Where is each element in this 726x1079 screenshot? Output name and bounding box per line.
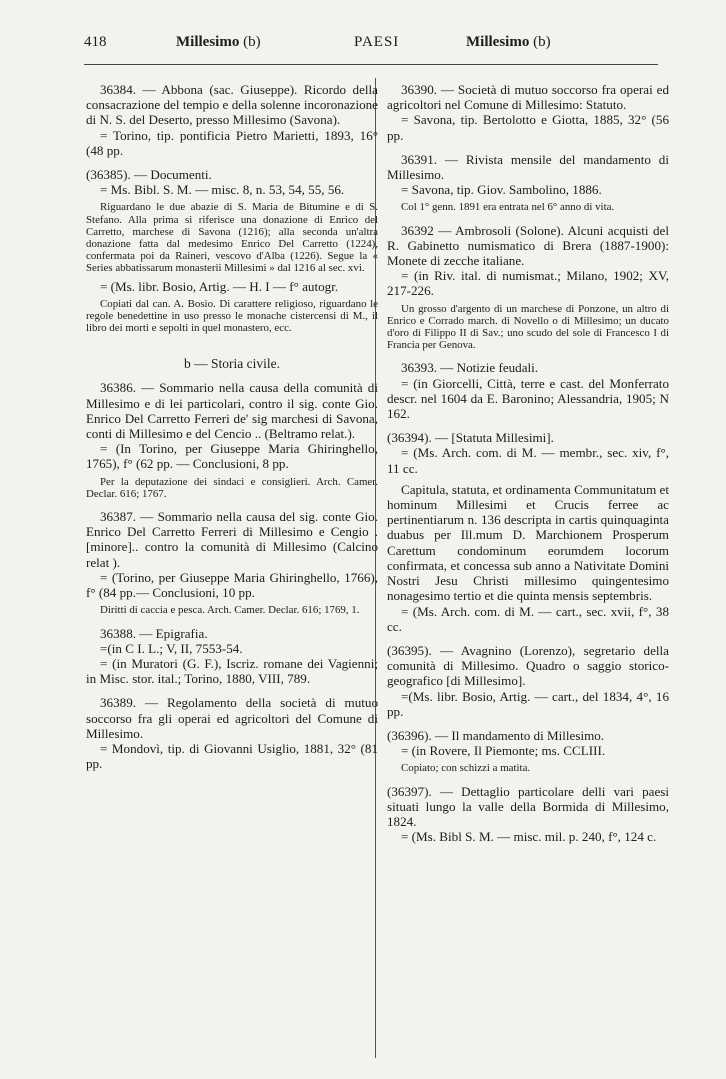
entry-36397 (387, 784, 669, 845)
entry-note: Riguardano le due abazie di S. Maria de Bitumine e di S. Stefano. Alla prima si riferisce una donazione di Enrico del Carretto, marchese di Savona (1216); alla seconda un'altra donazione fatta dal medesimo Enrico Del Carretto (1224), confermata poi da Raineri, vescovo d'Alba (1226). Segue la « Series abbatissarum monasterii Millesimi » dal 1216 al sec. xvi. (86, 201, 378, 275)
entry-imprint: = (in Riv. ital. di numismat.; Milano, 1902; XV, 217-226. (387, 268, 669, 299)
entry-imprint: = Savona, tip. Bertolotto e Giotta, 1885, 32° (56 pp. (387, 112, 669, 143)
entry-36394 (387, 430, 669, 634)
entry-title: 36391. — Rivista mensile del mandamento di Millesimo. (387, 151, 669, 183)
entry-imprint: = Savona, tip. Giov. Sambolino, 1886. (401, 182, 602, 198)
entry-note: Un grosso d'argento di un marchese di Ponzone, un altro di Enrico e Corrado march. di Novello o di Millesimo; un ducato d'oro di Filippo II di Sav.; uno scudo del sole di Francesco I di Francia per Genova. (387, 302, 669, 352)
entry-imprint: = (Ms. Bibl S. M. — misc. mil. p. 240, f°, 124 c. (401, 829, 657, 845)
entry-note: Per la deputazione dei sindaci e consiglieri. Arch. Camer. Declar. 616; 1767. (86, 475, 378, 500)
entry-title: 36390. — Società di mutuo soccorso fra operai ed agricoltori nel Comune di Millesimo: Statuto. (387, 82, 669, 113)
entry-36388 (86, 626, 378, 687)
entry-note: Diritti di caccia e pesca. Arch. Camer. Declar. 616; 1769, 1. (100, 604, 360, 617)
entry-imprint: = Torino, tip. pontificia Pietro Marietti, 1893, 16° (48 pp. (86, 127, 378, 158)
entry-imprint-2: = (Ms. libr. Bosio, Artig. — H. I — f° autogr. (100, 278, 339, 294)
entry-36395 (387, 643, 669, 719)
entry-imprint: = (Torino, per Giuseppe Maria Ghiringhello, 1766), f° (84 pp.— Conclusioni, 10 pp. (86, 569, 378, 601)
entry-imprint: = (in Giorcelli, Città, terre e cast. del Monferrato descr. nel 1604 da E. Baronino; Alessandria, 1905; N 162. (387, 375, 669, 422)
entry-title: (36385). — Documenti. (86, 167, 212, 183)
entry-imprint-2: = (Ms. Arch. com. di M. — cart., sec. xvii, f°, 38 cc. (387, 603, 669, 634)
entry-imprint: =(Ms. libr. Bosio, Artig. — cart., del 1834, 4°, 16 pp. (387, 688, 669, 719)
entry-note-2: Copiati dal can. A. Bosio. Di carattere religioso, riguardano le regole benedettine in uso presso le monache cistercensi di M., il libro dei morti e sepolti in quel monastero, ecc. (86, 297, 378, 335)
entry-statute-text: Capitula, statuta, et ordinamenta Communitatum et hominum Millesimi et Crucis ferree ac pertinentiarum n. 136 descripta in cartis quinquaginta duabus per Ill.mum D. Marchionem Prosperum Carettum condominum eorumdem locorum confirmata, et concessa sub anno a Nativitate Domini Nostri Jesu Christi millesimo quingentesimo nonagesimo tertio et die quinta mensis septembris. (387, 481, 669, 604)
entry-imprint: =(in C I. L.; V, II, 7553-54. (100, 640, 243, 656)
entry-imprint-2: = (in Muratori (G. F.), Iscriz. romane dei Vagienni; in Misc. stor. ital.; Torino, 1880, VIII, 789. (86, 655, 378, 687)
entry-title: (36397). — Dettaglio particolare delli vari paesi situati lungo la valle della Bormida di Millesimo, 1824. (387, 783, 669, 829)
entry-title: 36387. — Sommario nella causa del sig. conte Gio. Enrico Del Carretto Ferreri di Millesimo e Cengio . [minore].. contro la comunità di Millesimo (Calcino relat ). (86, 509, 378, 570)
header-left-title: Millesimo (b) (176, 34, 261, 50)
entry-imprint: = (Ms. Arch. com. di M. — membr., sec. xiv, f°, 11 cc. (387, 445, 669, 476)
right-column (387, 82, 669, 853)
left-column (86, 82, 378, 780)
entry-36391 (387, 152, 669, 214)
entry-title: 36386. — Sommario nella causa della comunità di Millesimo e di lei particolari, contro il sig. conte Gio. Enrico Del Carretto Ferreri de' sig marchesi di Savona, conti di Millesimo e del Cencio .. (Beltramo relat.). (86, 380, 378, 442)
entry-title: 36388. — Epigrafia. (100, 625, 208, 641)
header-section: PAESI (354, 34, 400, 50)
header-right-title: Millesimo (b) (466, 34, 551, 50)
entry-title: 36389. — Regolamento della società di mutuo soccorso fra gli operai ed agricoltori del Comune di Millesimo. (86, 695, 378, 741)
entry-title: 36392 — Ambrosoli (Solone). Alcuni acquisti del R. Gabinetto numismatico di Brera (1887-1900): Monete di zecche italiane. (387, 222, 669, 269)
entry-36393 (387, 360, 669, 421)
entry-36387 (86, 509, 378, 616)
entry-36390 (387, 82, 669, 143)
entry-36384 (86, 82, 378, 158)
entry-36389 (86, 695, 378, 771)
entry-title: (36395). — Avagnino (Lorenzo), segretario della comunità di Millesimo. Quadro o saggio storico-geografico [di Millesimo]. (387, 642, 669, 689)
entry-imprint: = (In Torino, per Giuseppe Maria Ghiringhello, 1765), f° (62 pp. — Conclusioni, 8 pp. (86, 441, 378, 472)
entry-imprint: = Mondovì, tip. di Giovanni Usiglio, 1881, 32° (81 pp. (86, 740, 378, 772)
entry-36396 (387, 728, 669, 775)
entry-title: (36394). — [Statuta Millesimi]. (387, 430, 554, 446)
running-header (84, 34, 656, 58)
entry-title: (36396). — Il mandamento di Millesimo. (387, 727, 605, 743)
entry-title: 36393. — Notizie feudali. (401, 360, 539, 376)
entry-36385 (86, 167, 378, 334)
header-rule (84, 64, 658, 65)
entry-imprint: = (in Rovere, Il Piemonte; ms. CCLIII. (401, 743, 606, 759)
entry-36386 (86, 380, 378, 500)
entry-36392 (387, 223, 669, 352)
page-number: 418 (84, 34, 107, 50)
section-heading: b — Storia civile. (184, 356, 280, 372)
entry-title: 36384. — Abbona (sac. Giuseppe). Ricordo della consacrazione del tempio e della solenne incoronazione di N. S. del Deserto, presso Millesimo (Savona). (86, 82, 378, 128)
entry-note: Col 1° genn. 1891 era entrata nel 6° anno di vita. (401, 201, 615, 214)
entry-imprint: = Ms. Bibl. S. M. — misc. 8, n. 53, 54, 55, 56. (100, 182, 345, 198)
entry-note: Copiato; con schizzi a matita. (401, 762, 531, 775)
